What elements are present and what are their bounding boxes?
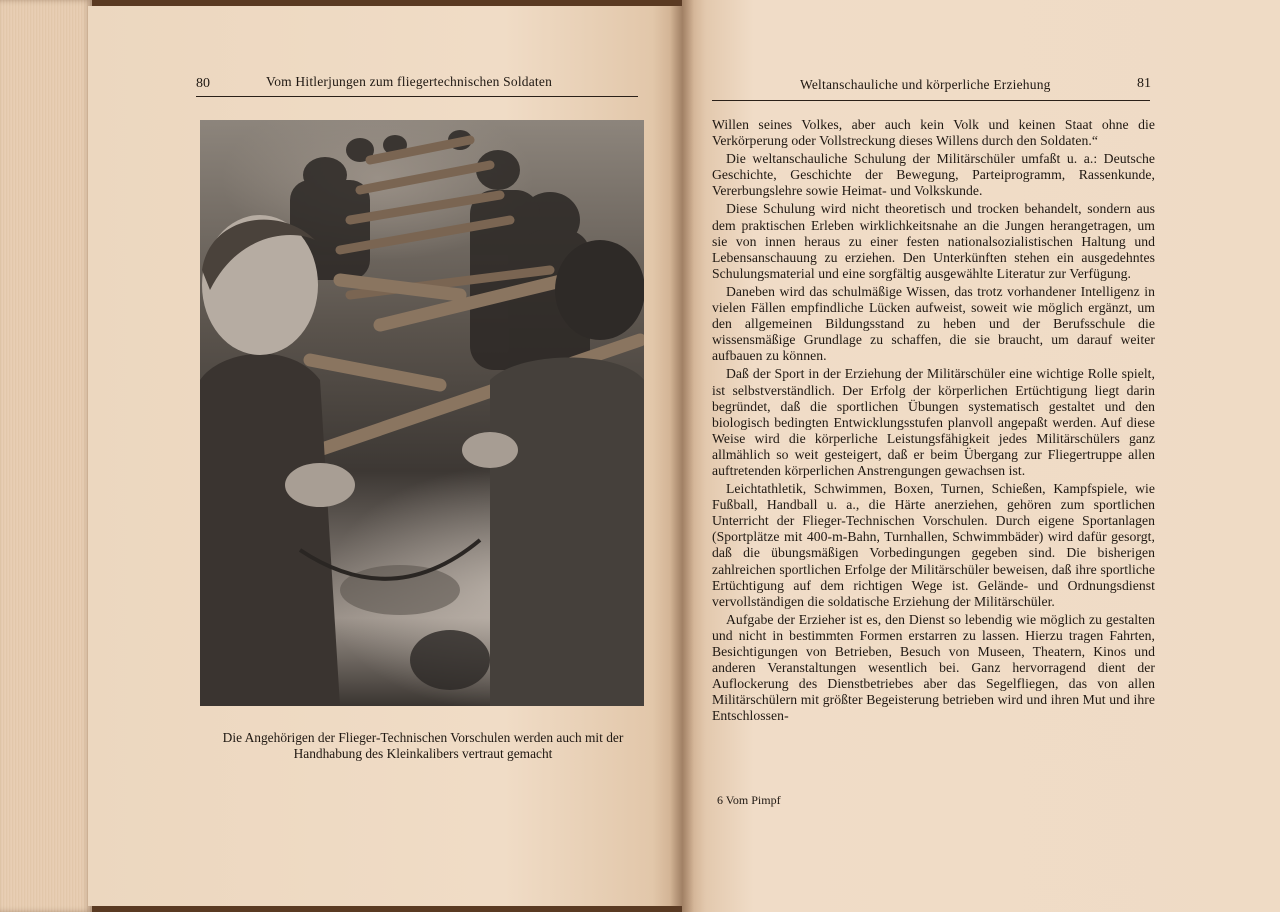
signature-mark: 6 Vom Pimpf: [717, 793, 781, 807]
paragraph: Willen seines Volkes, aber auch kein Volk und keinen Staat ohne die Verkörperung oder Vollstreckung dieses Willens durch den Soldaten.“: [712, 117, 1155, 149]
body-text: [712, 117, 1155, 726]
paragraph: Die weltanschauliche Schulung der Militärschüler umfaßt u. a.: Deutsche Geschichte, Geschichte der Bewegung, Parteiprogramm, Rassenkunde, Vererbungslehre sowie Heimat- und Volkskunde.: [712, 151, 1155, 199]
paragraph: Leichtathletik, Schwimmen, Boxen, Turnen, Schießen, Kampfspiele, wie Fußball, Handball u. a., die Härte anerziehen, gehören zum sportlichen Unterricht der Flieger-Technischen Vorschulen. Durch eigene Sportanlagen (Sportplätze mit 400-m-Bahn, Turnhallen, Schwimmbäder) wird dafür gesorgt, daß die übungsmäßigen Vorbedingungen gegeben sind. Die bisherigen zahlreichen sportlichen Erfolge der Militärschüler beweisen, daß ihre sportliche Ertüchtigung auf dem richtigen Wege ist. Gelände- und Ordnungsdienst vervollständigen die soldatische Erziehung der Militärschüler.: [712, 481, 1155, 609]
paragraph: Diese Schulung wird nicht theoretisch und trocken behandelt, sondern aus dem praktischen Erleben wirklichkeitsnahe an die Jungen herangetragen, um sie von innen heraus zu einer festen nationalsozialistischen Haltung und Lebensanschauung zu erziehen. Den Unterkünften stehen ein ausgedehntes Schulungsmaterial und eine sorgfältig ausgewählte Literatur zur Verfügung.: [712, 201, 1155, 281]
photograph: [200, 120, 644, 706]
photo-caption: Die Angehörigen der Flieger-Technischen Vorschulen werden auch mit der Handhabung des Kleinkalibers vertraut gemacht: [222, 730, 624, 761]
right-running-head: Weltanschauliche und körperliche Erziehung: [800, 77, 1051, 92]
left-header-rule: [196, 96, 638, 97]
left-page-number: 80: [196, 76, 210, 91]
photograph-illustration: [200, 120, 644, 706]
right-page-number: 81: [1137, 76, 1151, 91]
book-gutter: [670, 0, 694, 912]
right-header-rule: [712, 100, 1150, 101]
paragraph: Daß der Sport in der Erziehung der Militärschüler eine wichtige Rolle spielt, ist selbstverständlich. Der Erfolg der körperlichen Ertüchtigung liegt darin begründet, daß die sportlichen Übungen systematisch gestaltet und den biologisch bedingten Entwicklungsstufen planvoll angepaßt werden. Auf diese Weise wird die körperliche Leistungsfähigkeit jedes Militärschülers ganz allmählich so weit gesteigert, daß er beim Übergang zur Fliegertruppe allen auftretenden körperlichen Anstrengungen gewachsen ist.: [712, 366, 1155, 478]
page-edges: [0, 0, 92, 912]
left-running-head: Vom Hitlerjungen zum fliegertechnischen Soldaten: [266, 74, 553, 89]
paragraph: Aufgabe der Erzieher ist es, den Dienst so lebendig wie möglich zu gestalten und nicht in bestimmten Formen erstarren zu lassen. Hierzu tragen Fahrten, Besichtigungen von Betrieben, Besuch von Museen, Theatern, Kinos und anderen Veranstaltungen wesentlich bei. Ganz hervorragend dient der Auflockerung des Dienstbetriebes aber das Segelfliegen, das von allen Militärschülern mit größter Begeisterung betrieben wird und ihren Mut und ihre Entschlossen-: [712, 611, 1155, 724]
paragraph: Daneben wird das schulmäßige Wissen, das trotz vorhandener Intelligenz in vielen Fällen empfindliche Lücken aufweist, soweit wie möglich ergänzt, um den allgemeinen Bildungsstand zu heben und der Berufsschule die wissensmäßige Grundlage zu schaffen, die sie braucht, um darauf weiter aufbauen zu können.: [712, 283, 1155, 364]
